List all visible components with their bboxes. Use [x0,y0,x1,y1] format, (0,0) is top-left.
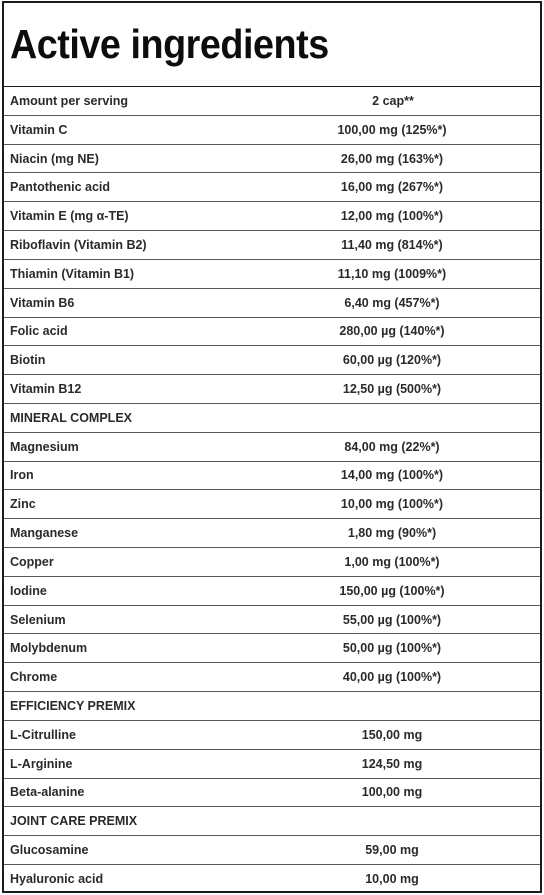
ingredient-name: Manganese [10,526,79,541]
table-row [4,779,540,808]
ingredient-name: Folic acid [10,324,68,339]
ingredients-table [4,87,540,894]
table-row [4,721,540,750]
ingredient-name: L-Citrulline [10,727,76,742]
ingredients-panel [2,1,542,893]
ingredient-amount: 40,00 µg (100%*) [342,670,442,685]
table-row [4,116,540,145]
table-row [4,433,540,462]
table-row [4,318,540,347]
table-row [4,231,540,260]
ingredient-amount: 84,00 mg (22%*) [344,439,440,454]
ingredient-name: Pantothenic acid [10,180,111,195]
table-row [4,173,540,202]
ingredient-name: Vitamin B6 [10,295,75,310]
header-value: 2 cap** [372,93,414,108]
ingredient-amount: 26,00 mg (163%*) [340,151,444,166]
table-row [4,692,540,721]
ingredient-name: Iodine [10,583,47,598]
ingredient-name: Chrome [10,670,58,685]
ingredient-name: Beta-alanine [10,785,85,800]
ingredient-name: Hyaluronic acid [10,872,104,887]
ingredient-name: Riboflavin (Vitamin B2) [10,237,147,252]
table-row [4,346,540,375]
title-box [4,3,540,87]
ingredient-amount: 59,00 mg [365,843,419,858]
ingredient-amount: 11,40 mg (814%*) [341,237,443,252]
ingredient-amount: 12,00 mg (100%*) [340,209,444,224]
table-row [4,519,540,548]
ingredient-name: Niacin (mg NE) [10,151,99,166]
table-row [4,202,540,231]
ingredient-amount: 124,50 mg [361,756,423,771]
ingredient-name: Selenium [10,612,66,627]
table-row [4,807,540,836]
ingredient-name: Biotin [10,353,46,368]
ingredient-name: Molybdenum [10,641,88,656]
table-row [4,490,540,519]
ingredient-amount: 10,00 mg (100%*) [340,497,444,512]
ingredient-amount: 50,00 µg (100%*) [342,641,442,656]
table-row [4,663,540,692]
ingredient-amount: 100,00 mg (125%*) [337,122,447,137]
ingredient-amount: 14,00 mg (100%*) [340,468,444,483]
table-row [4,145,540,174]
ingredient-amount: 10,00 mg [365,872,419,887]
table-row [4,750,540,779]
table-row [4,404,540,433]
ingredient-amount: 16,00 mg (267%*) [340,180,444,195]
ingredient-amount: 150,00 mg [361,727,423,742]
table-row [4,375,540,404]
table-row [4,462,540,491]
table-row [4,606,540,635]
ingredient-name: Glucosamine [10,843,89,858]
table-row [4,634,540,663]
ingredient-name: Thiamin (Vitamin B1) [10,266,135,281]
table-row [4,577,540,606]
ingredient-name: Vitamin E (mg α-TE) [10,209,129,224]
ingredient-amount: 12,50 µg (500%*) [342,382,442,397]
ingredient-name: MINERAL COMPLEX [10,410,132,425]
ingredient-amount: 1,00 mg (100%*) [344,554,440,569]
header-name: Amount per serving [10,93,129,108]
ingredient-name: Copper [10,554,54,569]
ingredient-name: Iron [10,468,34,483]
ingredient-amount: 11,10 mg (1009%*) [337,266,447,281]
ingredient-name: Zinc [10,497,36,512]
table-row [4,865,540,894]
ingredient-amount: 150,00 µg (100%*) [339,583,445,598]
table-row [4,836,540,865]
ingredient-amount: 60,00 µg (120%*) [342,353,442,368]
ingredient-name: Magnesium [10,439,79,454]
ingredient-name: Vitamin B12 [10,382,82,397]
table-row [4,260,540,289]
ingredient-name: Vitamin C [10,122,68,137]
ingredient-name: EFFICIENCY PREMIX [10,698,136,713]
ingredient-amount: 280,00 µg (140%*) [339,324,445,339]
ingredient-amount: 100,00 mg [361,785,423,800]
page-title: Active ingredients [10,21,329,67]
ingredient-amount: 6,40 mg (457%*) [344,295,440,310]
ingredient-amount: 55,00 µg (100%*) [342,612,442,627]
table-header-row [4,87,540,116]
ingredient-name: L-Arginine [10,756,73,771]
ingredient-name: JOINT CARE PREMIX [10,814,138,829]
ingredient-amount: 1,80 mg (90%*) [347,526,437,541]
table-body [4,116,540,894]
table-row [4,289,540,318]
table-row [4,548,540,577]
